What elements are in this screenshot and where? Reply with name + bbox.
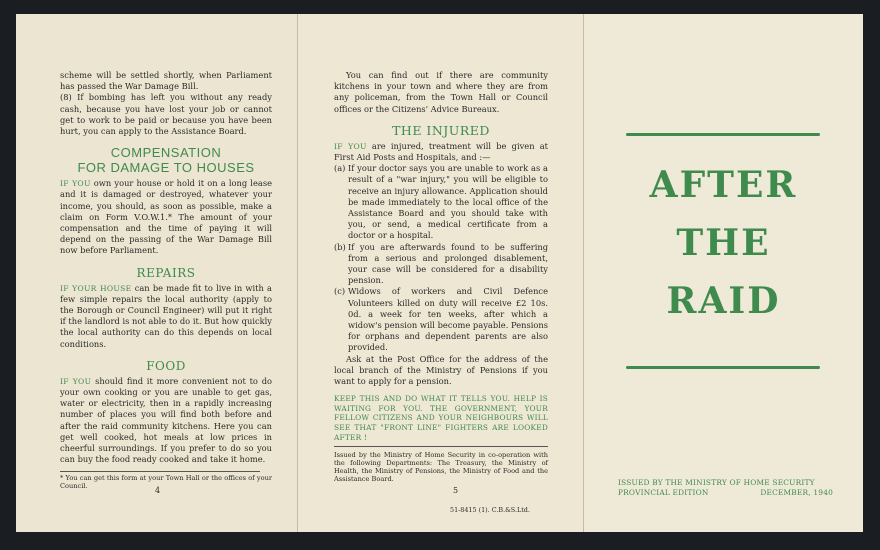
cover-footer bbox=[618, 478, 833, 498]
repairs-lead: IF YOUR HOUSE bbox=[60, 283, 132, 293]
list-item-b bbox=[334, 242, 548, 287]
list-text-c: Widows of workers and Civil Defence Volunteers killed on duty will receive £2 10s. 0d. a week for ten weeks, after which a widow's pension will become payable. Pensions for orphans and dependent parents are also provided. bbox=[348, 286, 548, 353]
cover-title-raid: RAID bbox=[666, 280, 781, 322]
list-item-c bbox=[334, 286, 548, 353]
page-number-5: 5 bbox=[453, 486, 459, 495]
injured-heading: THE INJURED bbox=[392, 122, 490, 138]
list-marker-a: (a) bbox=[334, 163, 346, 174]
panel-cover bbox=[584, 14, 863, 532]
compensation-paragraph bbox=[60, 178, 272, 256]
cover-title-the: THE bbox=[676, 222, 771, 264]
footnote: * You can get this form at your Town Hall or the offices of your Council. bbox=[60, 474, 272, 491]
page-number-4: 4 bbox=[155, 486, 161, 495]
panel-middle bbox=[298, 14, 584, 532]
injured-paragraph bbox=[334, 141, 548, 163]
list-item-a bbox=[334, 163, 548, 241]
kitchens-paragraph: You can find out if there are community kitchens in your town and where they are from any policeman, from the Town Hall or Council offices or the Citizens' Advice Bureaux. bbox=[334, 70, 548, 114]
print-code: 51-8415 (1). C.B.&S.Ltd. bbox=[450, 506, 530, 514]
compensation-heading-1: COMPENSATION bbox=[110, 145, 222, 161]
repairs-body: can be made fit to live in with a few simple repairs the local authority (apply to the Borough or Council Engineer) will put it right if the landlord is not able to do it. But how quickly the local authority can do this depends on local conditions. bbox=[60, 282, 272, 349]
cover-issued-line: ISSUED BY THE MINISTRY OF HOME SECURITY bbox=[618, 478, 815, 487]
leaflet bbox=[16, 14, 863, 532]
intro-paragraph-2: (8) If bombing has left you without any ready cash, because you have lost your job or cannot get to work to be paid or because you have been hurt, you can apply to the Assistance Board. bbox=[60, 92, 272, 137]
cover-rule-bottom bbox=[626, 366, 820, 369]
post-office-paragraph: Ask at the Post Office for the address of the local branch of the Ministry of Pensions if you want to apply for a pension. bbox=[334, 353, 548, 387]
repairs-paragraph bbox=[60, 283, 272, 350]
cover-edition: PROVINCIAL EDITION bbox=[618, 488, 709, 497]
issued-by-note: Issued by the Ministry of Home Security in co-operation with the following Departments: The Treasury, the Ministry of Health, the Ministry of Pensions, the Ministry of Food and the Assistance Board. bbox=[334, 451, 548, 484]
food-lead: IF YOU bbox=[60, 376, 92, 386]
intro-paragraph-1: scheme will be settled shortly, when Parliament has passed the War Damage Bill. bbox=[60, 70, 272, 92]
compensation-body: own your house or hold it on a long lease and it is damaged or destroyed, whatever your income, you should, as soon as possible, make a claim on Form V.O.W.1.* The amount of your compensation and the time of paying it will depend on the passing of the War Damage Bill now before Parliament. bbox=[60, 178, 272, 256]
keep-this-notice: KEEP THIS AND DO WHAT IT TELLS YOU. HELP IS WAITING FOR YOU. THE GOVERNMENT, YOUR FELLOW CITIZENS AND YOUR NEIGHBOURS WILL SEE THAT "FRONT LINE" FIGHTERS ARE LOOKED AFTER ! bbox=[334, 394, 548, 442]
list-marker-b: (b) bbox=[334, 241, 346, 252]
panel-left bbox=[16, 14, 298, 532]
panel-left-content bbox=[60, 70, 272, 490]
list-marker-c: (c) bbox=[334, 286, 346, 297]
panel-middle-content bbox=[334, 70, 548, 483]
food-body: should find it more convenient not to do your own cooking or you are unable to get gas, water or electricity, then in a rapidly increasing number of places you will find both before and after the raid community kitchens. Here you can get well cooked, hot meals at low prices in cheerful surroundings. If you prefer to do so you can buy the food ready cooked and take it home. bbox=[60, 375, 273, 465]
compensation-lead: IF YOU bbox=[60, 179, 91, 189]
cover-date: DECEMBER, 1940 bbox=[760, 488, 833, 497]
cover-title-after: AFTER bbox=[649, 164, 798, 206]
cover-rule-top bbox=[626, 133, 820, 136]
food-paragraph bbox=[60, 376, 272, 466]
injured-body: are injured, treatment will be given at First Aid Posts and Hospitals, and :— bbox=[334, 140, 549, 163]
repairs-heading: REPAIRS bbox=[136, 265, 196, 280]
list-text-b: If you are afterwards found to be suffering from a serious and prolonged disablement, your case will be considered for a disability pension. bbox=[348, 241, 548, 286]
footnote-rule bbox=[60, 471, 260, 472]
injured-lead: IF YOU bbox=[334, 141, 367, 151]
issued-rule bbox=[334, 446, 548, 447]
list-text-a: If your doctor says you are unable to work as a result of a "war injury," you will be eligible to receive an injury allowance. Application should be made immediately to the local office of the Assistance Board and you should take with you, or send, a medical certificate from a doctor or a hospital. bbox=[348, 163, 548, 241]
food-heading: FOOD bbox=[146, 358, 186, 373]
cover-edition-row bbox=[618, 488, 833, 498]
compensation-heading-2: FOR DAMAGE TO HOUSES bbox=[77, 160, 255, 176]
